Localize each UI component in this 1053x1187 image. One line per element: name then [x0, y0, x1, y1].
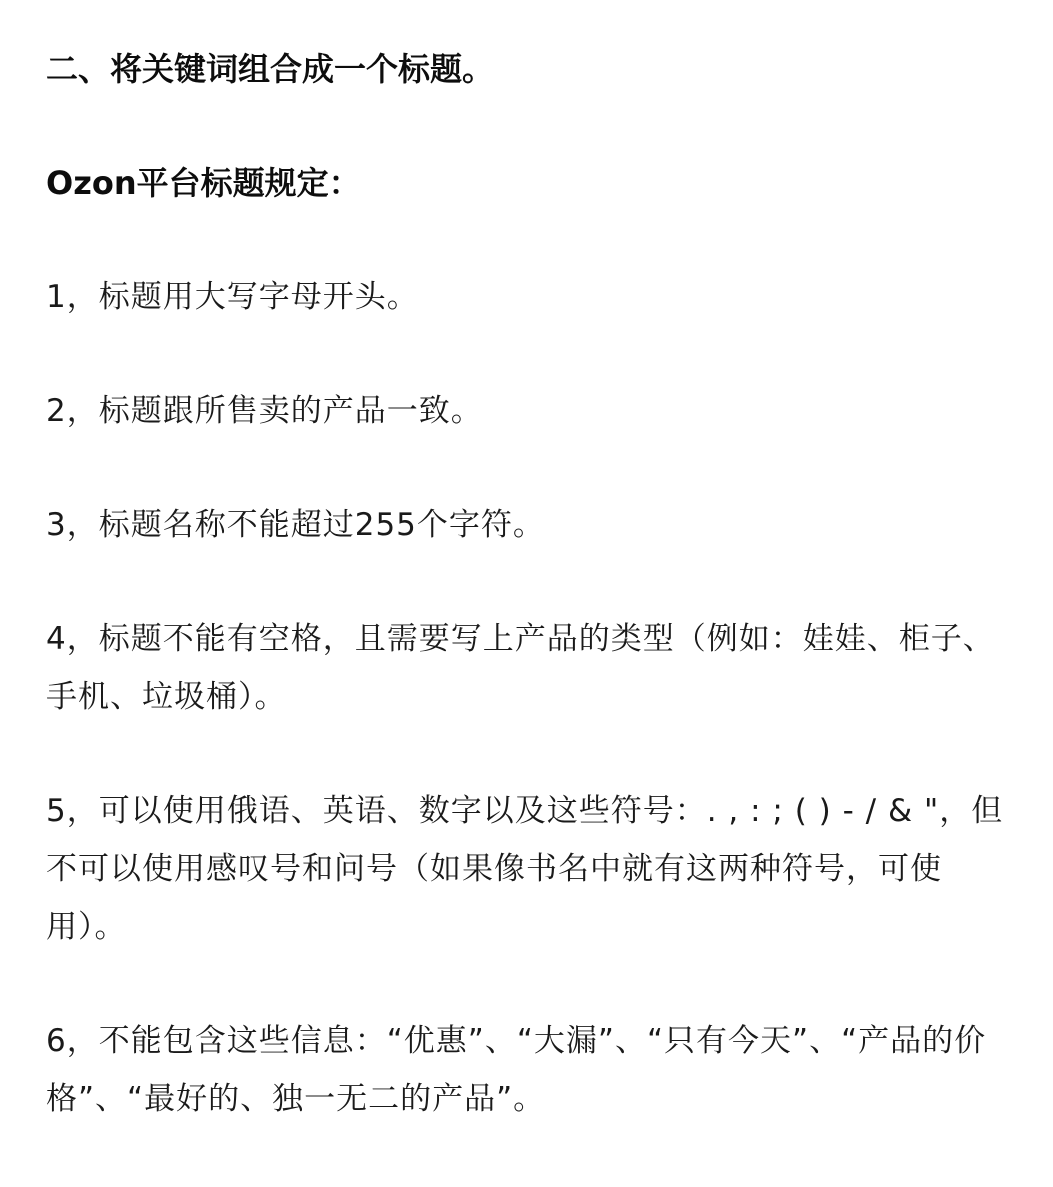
rule-3: 3，标题名称不能超过255个字符。: [46, 507, 545, 543]
rule-5: 5，可以使用俄语、英语、数字以及这些符号：. , : ; ( ) - / & "，但不可以使用感叹号和问号（如果像书名中就有这两种符号，可使用）。: [46, 793, 1004, 945]
rule-4: 4，标题不能有空格，且需要写上产品的类型（例如：娃娃、柜子、手机、垃圾桶）。: [46, 621, 995, 715]
rule-6: 6，不能包含这些信息：“优惠”、“大漏”、“只有今天”、“产品的价格”、“最好的、独一无二的产品”。: [46, 1023, 987, 1117]
rule-2: 2，标题跟所售卖的产品一致。: [46, 393, 483, 429]
article-body: [46, 40, 1016, 1184]
rules-title: Ozon平台标题规定：: [46, 164, 361, 202]
rule-1: 1，标题用大写字母开头。: [46, 279, 419, 315]
section-heading: 二、将关键词组合成一个标题。: [46, 50, 495, 88]
